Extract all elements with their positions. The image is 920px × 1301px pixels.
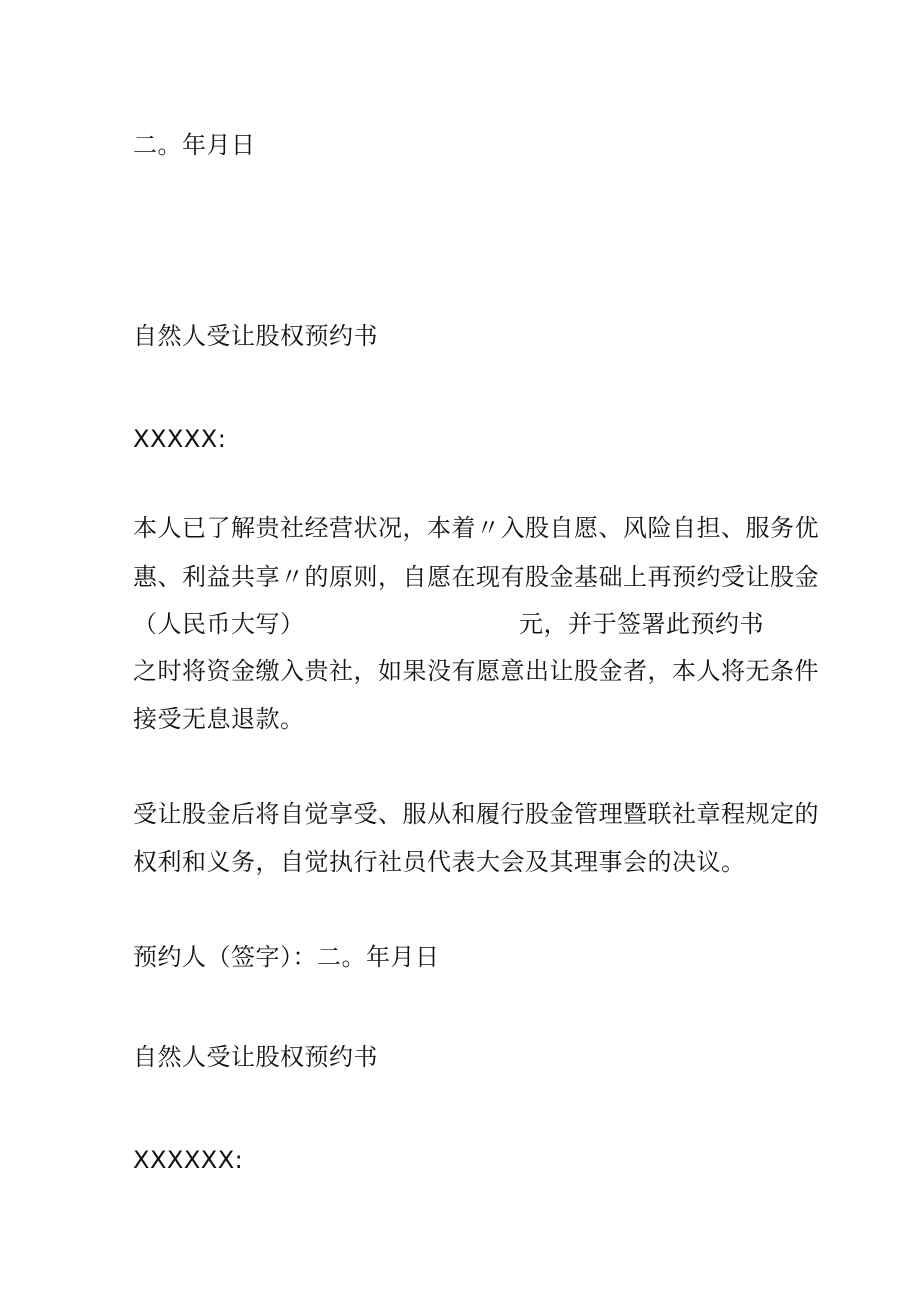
body-line: 接受无息退款。	[133, 705, 305, 733]
amount-unit-text: 元，并于签署此预约书	[519, 610, 764, 638]
body-line: 本人已了解贵社经营状况，本着〃入股自愿、风险自担、服务优	[133, 514, 819, 542]
document-title: 自然人受让股权预约书	[133, 322, 378, 350]
signature-line: 预约人（签字）：二。年月日	[133, 943, 440, 971]
body-line: 权利和义务，自觉执行社员代表大会及其理事会的决议。	[133, 848, 746, 876]
date-line: 二。年月日	[133, 131, 256, 159]
body-line: 惠、利益共享〃的原则，自愿在现有股金基础上再预约受让股金	[133, 563, 819, 591]
addressee: XXXXX:	[133, 425, 227, 453]
body-line: 受让股金后将自觉享受、服从和履行股金管理暨联社章程规定的	[133, 800, 819, 828]
document-title: 自然人受让股权预约书	[133, 1043, 378, 1071]
addressee: XXXXXX:	[133, 1146, 244, 1174]
amount-label: （人民币大写）	[133, 610, 305, 638]
body-line: 之时将资金缴入贵社，如果没有愿意出让股金者，本人将无条件	[133, 657, 819, 685]
